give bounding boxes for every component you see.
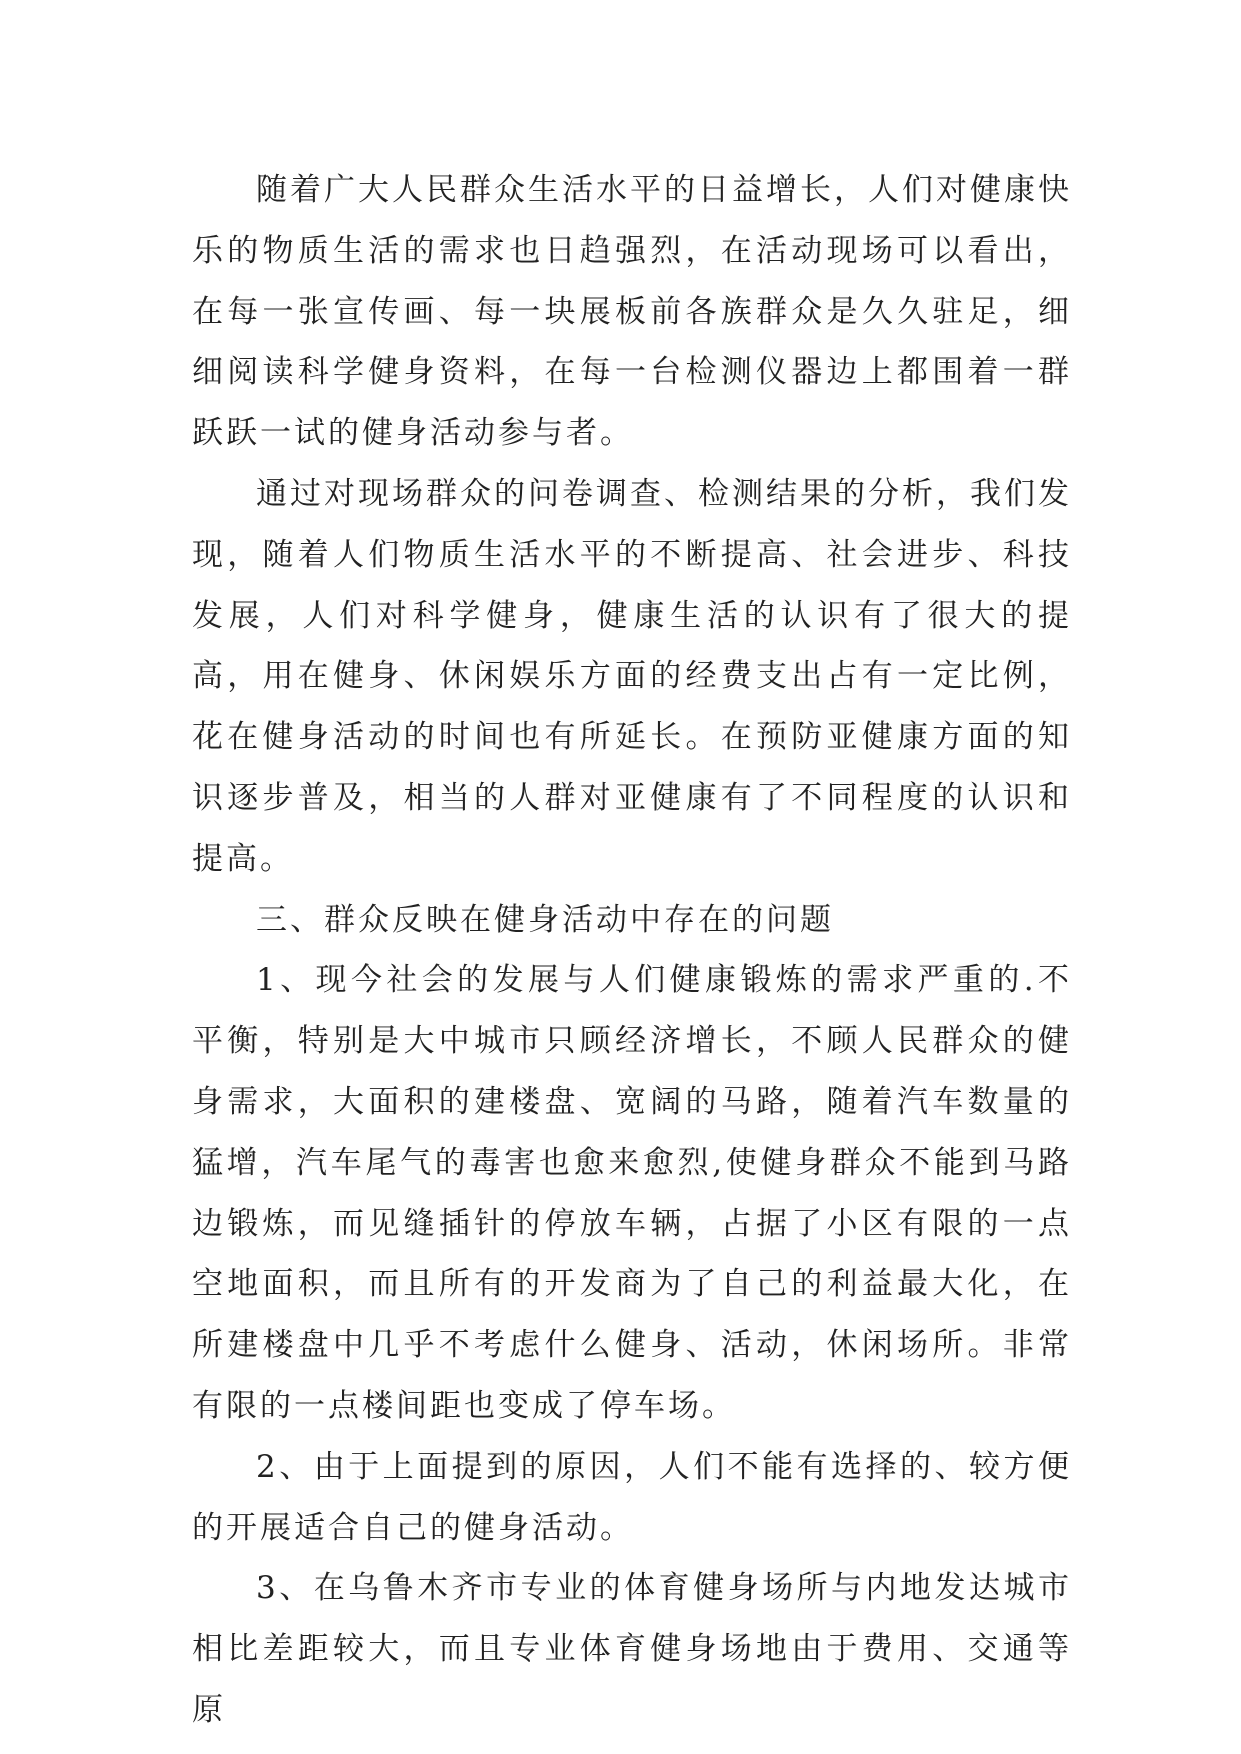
paragraph-observation: 随着广大人民群众生活水平的日益增长，人们对健康快乐的物质生活的需求也日趋强烈，在活动现场可以看出，在每一张宣传画、每一块展板前各族群众是久久驻足，细细阅读科学健身资料，在每一台检测仪器边上都围着一群跃跃一试的健身活动参与者。 [192,172,1072,452]
body-text [192,160,1072,1741]
paragraph-survey-findings: 通过对现场群众的问卷调查、检测结果的分析，我们发现，随着人们物质生活水平的不断提高、社会进步、科技发展，人们对科学健身，健康生活的认识有了很大的提高，用在健身、休闲娱乐方面的经费支出占有一定比例，花在健身活动的时间也有所延长。在预防亚健康方面的知识逐步普及，相当的人群对亚健康有了不同程度的认识和提高。 [192,475,1072,877]
section-heading-problems: 三、群众反映在健身活动中存在的问题 [256,901,834,938]
paragraph-problem-3: 3、在乌鲁木齐市专业的体育健身场所与内地发达城市相比差距较大，而且专业体育健身场地由于费用、交通等原 [192,1570,1072,1728]
paragraph-problem-1: 1、现今社会的发展与人们健康锻炼的需求严重的.不平衡，特别是大中城市只顾经济增长，不顾人民群众的健身需求，大面积的建楼盘、宽阔的马路，随着汽车数量的猛增，汽车尾气的毒害也愈来愈烈,使健身群众不能到马路边锻炼，而见缝插针的停放车辆，占据了小区有限的一点空地面积，而且所有的开发商为了自己的利益最大化，在所建楼盘中几乎不考虑什么健身、活动，休闲场所。非常有限的一点楼间距也变成了停车场。 [192,962,1072,1424]
paragraph-problem-2: 2、由于上面提到的原因，人们不能有选择的、较方便的开展适合自己的健身活动。 [192,1448,1072,1546]
